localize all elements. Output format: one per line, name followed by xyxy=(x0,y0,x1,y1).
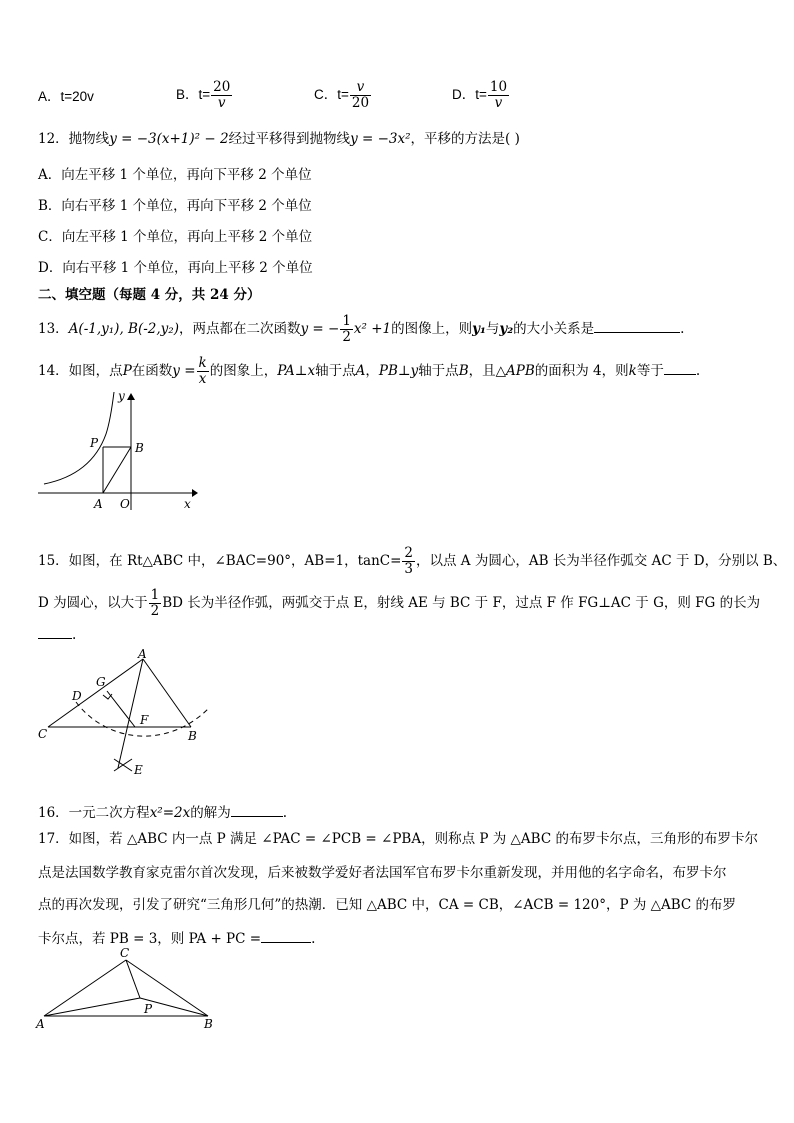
q17-answer-blank[interactable] xyxy=(261,928,311,943)
q17-line3: 点的再次发现，引发了研究“三角形几何”的热潮．已知 △ABC 中，CA = CB，∠ACB = 120°，P 为 △ABC 的布罗 xyxy=(38,897,737,913)
q11-option-c: C．t= $\frac{v}{20}$ xyxy=(314,79,370,111)
q15-label-f: F xyxy=(140,713,149,727)
q15-answer-blank[interactable] xyxy=(38,624,72,639)
q15-label-c: C xyxy=(38,727,48,741)
q14-label-o: O xyxy=(120,497,130,511)
q15-label-e: E xyxy=(134,763,143,777)
q14-label-b: B xyxy=(135,441,144,455)
q17-figure xyxy=(34,944,224,1034)
q13-answer-blank[interactable] xyxy=(594,318,680,333)
q14-stem: 14．如图，点P在函数y = $\frac{k}{x}$ 的图象上，PA⊥x轴于点A，PB⊥y轴于点B，且△APB的面积为 4，则k等于 . xyxy=(38,355,701,387)
section-title: 二、填空题（每题 4 分，共 24 分） xyxy=(38,287,261,303)
q15-line1: 15．如图，在 Rt△ABC 中，∠BAC=90°，AB=1，tanC= $\frac{2}{3}$ ，以点 A 为圆心，AB 长为半径作弧交 AC 于 D，分别以 B、 xyxy=(38,545,787,577)
q14-label-x: x xyxy=(184,497,191,511)
q15-line3: . xyxy=(38,624,76,644)
q11-option-b: B．t= $\frac{20}{v}$ xyxy=(176,79,231,111)
q15-label-g: G xyxy=(96,675,106,689)
q16-stem: 16．一元二次方程x²=2x的解为 . xyxy=(38,802,287,822)
q16-answer-blank[interactable] xyxy=(231,802,283,817)
q11-option-d: D．t= $\frac{10}{v}$ xyxy=(452,79,508,111)
q12-option-d: D．向右平移 1 个单位，再向上平移 2 个单位 xyxy=(38,260,313,276)
q17-label-p: P xyxy=(144,1002,153,1016)
q14-label-p: P xyxy=(90,436,99,450)
q12-option-a: A．向左平移 1 个单位，再向下平移 2 个单位 xyxy=(38,167,312,183)
q17-label-b: B xyxy=(204,1017,213,1031)
q15-line2: D 为圆心，以大于 $\frac{1}{2}$ BD 长为半径作弧，两弧交于点 E，射线 AE 与 BC 于 F，过点 F 作 FG⊥AC 于 G，则 FG 的长为 xyxy=(38,587,761,619)
q17-label-a: A xyxy=(36,1017,45,1031)
q17-line4: 卡尔点，若 PB = 3，则 PA + PC = . xyxy=(38,928,315,948)
q14-label-a: A xyxy=(94,497,103,511)
q15-label-a: A xyxy=(138,647,147,661)
q15-label-d: D xyxy=(72,689,82,703)
q17-label-c: C xyxy=(120,946,130,960)
q11-option-a: A．t=20v xyxy=(38,89,94,104)
q15-figure xyxy=(36,646,212,778)
q12-option-b: B．向右平移 1 个单位，再向下平移 2 个单位 xyxy=(38,198,312,214)
q12-option-c: C．向左平移 1 个单位，再向上平移 2 个单位 xyxy=(38,229,313,245)
q12-stem: 12．抛物线y = −3(x+1)² − 2经过平移得到抛物线y = −3x²，平移的方法是( ) xyxy=(38,131,520,147)
q17-line1: 17．如图，若 △ABC 内一点 P 满足 ∠PAC = ∠PCB = ∠PBA，则称点 P 为 △ABC 的布罗卡尔点，三角形的布罗卡尔 xyxy=(38,831,758,847)
q15-label-b: B xyxy=(188,729,197,743)
q14-figure xyxy=(34,386,200,514)
q13-stem: 13．A(-1,y₁), B(-2,y₂)，两点都在二次函数y = − $\frac{1}{2}$ x² +1的图像上，则y₁与y₂的大小关系是 . xyxy=(38,313,685,345)
q14-answer-blank[interactable] xyxy=(664,360,696,375)
q17-line2: 点是法国数学教育家克雷尔首次发现，后来被数学爱好者法国军官布罗卡尔重新发现，并用他的名字命名，布罗卡尔 xyxy=(38,865,727,881)
q14-label-y: y xyxy=(118,389,125,403)
